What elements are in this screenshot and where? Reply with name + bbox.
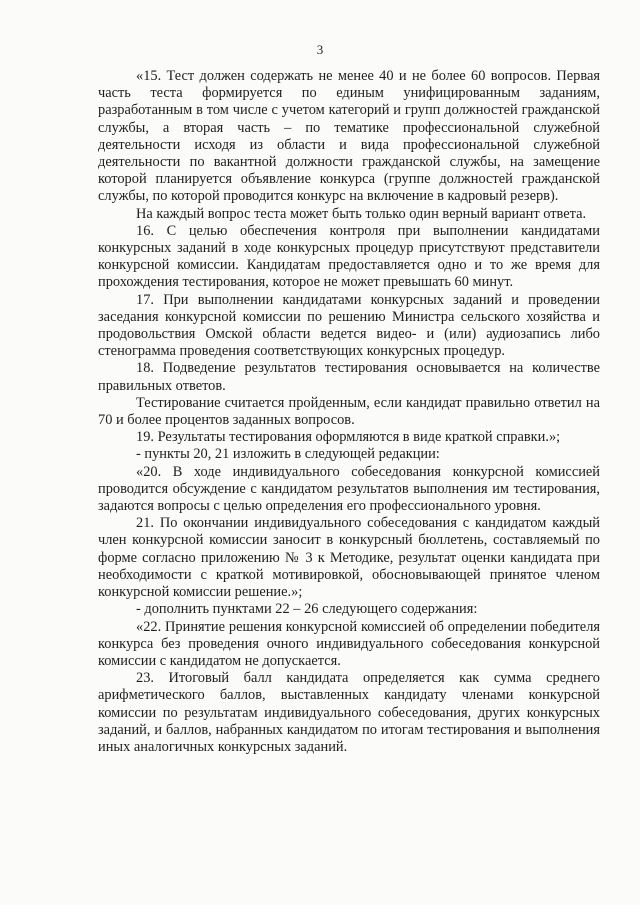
paragraph-17-recording: 17. При выполнении кандидатами конкурсных заданий и проведении заседания конкурсной комиссии по решению Министра сельского хозяйства и продовольствия Омской области ведется видео- и (или) аудиозапись либо стенограмма проведения соответствующих конкурсных процедур.	[98, 291, 600, 360]
paragraph-20-interview: «20. В ходе индивидуального собеседования конкурсной комиссией проводится обсуждение с кандидатом результатов выполнения им тестирования, задаются вопросы с целью определения его профессионального уровня.	[98, 463, 600, 515]
paragraph-15-test-content: «15. Тест должен содержать не менее 40 и не более 60 вопросов. Первая часть теста формируется по единым унифицированным заданиям, разработанным в том числе с учетом категорий и групп должностей гражданской службы, а вторая часть – по тематике профессиональной служебной деятельности исходя из области и вида профессиональной служебной деятельности по вакантной должности гражданской службы, на замещение которой планируется объявление конкурса (группе должностей гражданской службы, по которой проводится конкурс на включение в кадровый резерв).	[98, 68, 600, 205]
paragraph-16-control: 16. С целью обеспечения контроля при выполнении кандидатами конкурсных заданий в ходе конкурсных процедур присутствуют представители конкурсной комиссии. Кандидатам предоставляется одно и то же время для прохождения тестирования, которое не может превышать 60 минут.	[98, 222, 600, 291]
paragraph-amend-20-21: - пункты 20, 21 изложить в следующей редакции:	[136, 446, 440, 463]
paragraph-21-ballot: 21. По окончании индивидуального собеседования с кандидатом каждый член конкурсной комиссии заносит в конкурсный бюллетень, составляемый по форме согласно приложению № 3 к Методике, результат оценки кандидата при необходимости с краткой мотивировкой, обосновывающей принятое членом конкурсной комиссии решение.»;	[98, 515, 600, 601]
page-number: 3	[316, 42, 324, 57]
paragraph-19-certificate: 19. Результаты тестирования оформляются в виде краткой справки.»;	[136, 429, 561, 446]
paragraph-22-decision: «22. Принятие решения конкурсной комиссией об определении победителя конкурса без проведения очного индивидуального собеседования конкурсной комиссии с кандидатом не допускается.	[98, 618, 600, 669]
paragraph-test-passed: Тестирование считается пройденным, если кандидат правильно ответил на 70 и более процентов заданных вопросов.	[98, 394, 600, 429]
document-body	[98, 68, 600, 756]
paragraph-23-final-score: 23. Итоговый балл кандидата определяется как сумма среднего арифметического баллов, выставленных кандидату членами конкурсной комиссии по результатам индивидуального собеседования, других конкурсных заданий, и баллов, набранных кандидатом по итогам тестирования и выполнения иных аналогичных конкурсных заданий.	[98, 670, 600, 755]
paragraph-single-answer: На каждый вопрос теста может быть только один верный вариант ответа.	[136, 205, 587, 222]
paragraph-add-22-26: - дополнить пунктами 22 – 26 следующего содержания:	[136, 601, 478, 618]
paragraph-18-results: 18. Подведение результатов тестирования основывается на количестве правильных ответов.	[98, 360, 600, 394]
